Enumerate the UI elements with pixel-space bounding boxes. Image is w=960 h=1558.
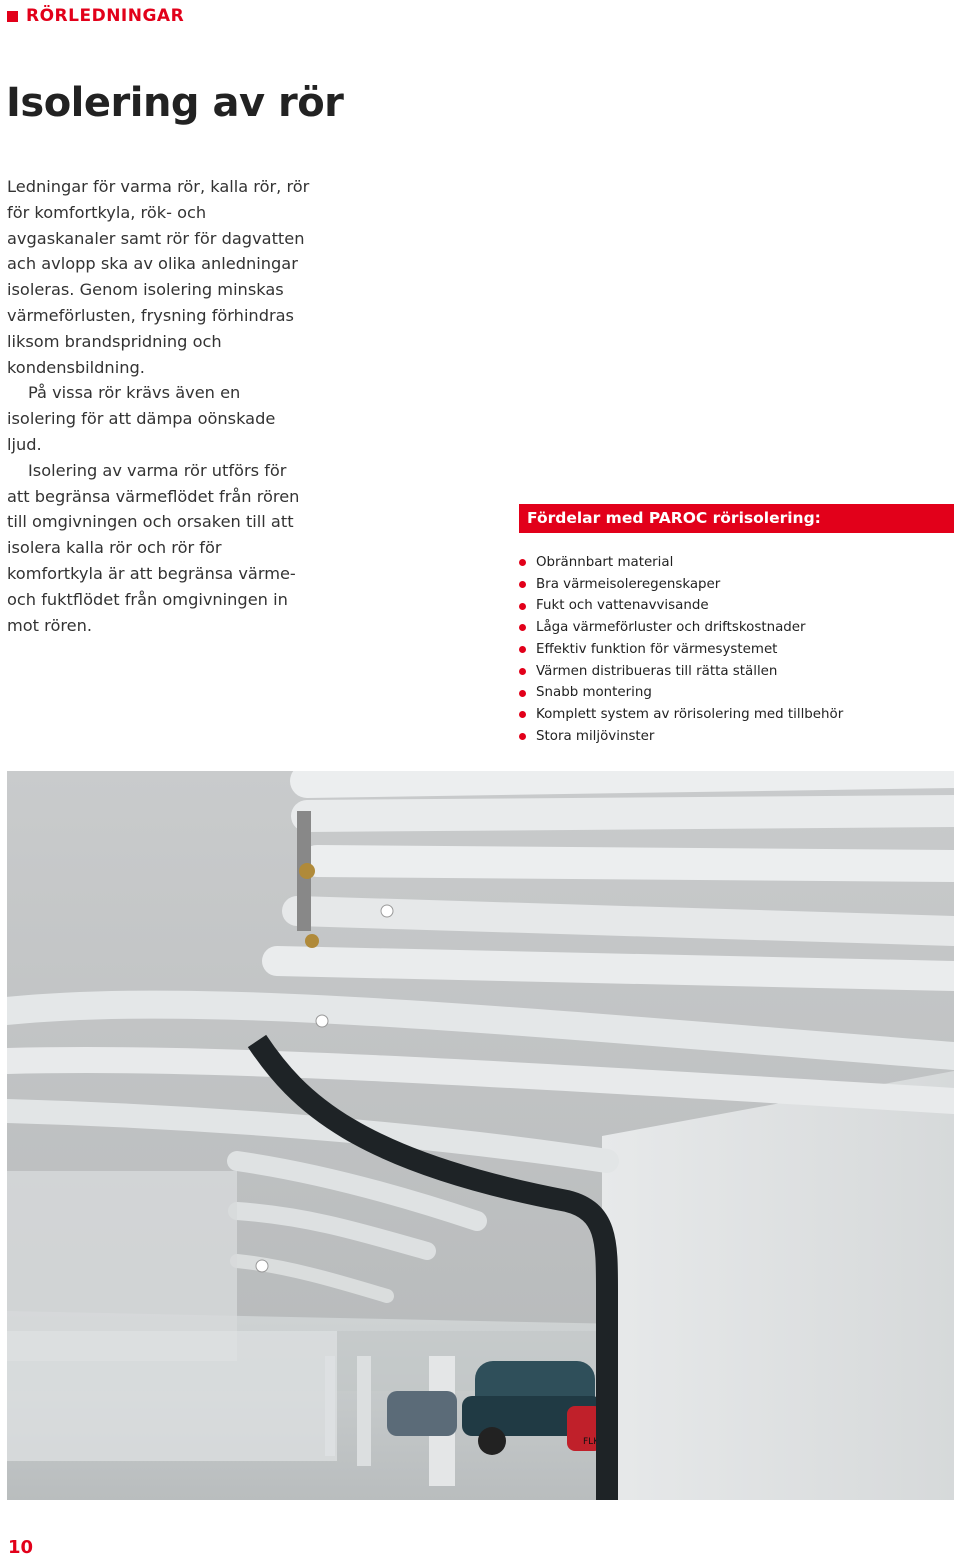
bullet-icon (519, 646, 526, 653)
benefit-label: Stora miljövinster (536, 728, 655, 744)
page-title: Isolering av rör (6, 80, 344, 126)
plate-label: FLK (583, 1437, 600, 1447)
section-square-icon (7, 11, 18, 22)
benefit-label: Bra värmeisoleregenskaper (536, 576, 721, 592)
benefit-label: Fukt och vattenavvisande (536, 598, 709, 614)
benefit-item (519, 574, 843, 596)
body-paragraph-1: Ledningar för varma rör, kalla rör, rör för komfortkyla, rök- och avgaskanaler samt rör för dagvatten ach avlopp ska av olika anledningar isoleras. Genom isolering minskas värmeförlusten, frysning förhindras liksom brandspridning och kondensbildning. (7, 177, 310, 377)
benefit-label: Komplett system av rörisolering med tillbehör (536, 706, 844, 722)
benefit-item (519, 704, 843, 726)
body-text (7, 174, 312, 638)
body-paragraph-3: Isolering av varma rör utförs för att begränsa värmeflödet från rören till omgivningen och orsaken till att isolera kalla rör och rör för komfortkyla är att begränsa värme- och fuktflödet från omgivningen in mot rören. (7, 460, 300, 635)
page-number: 10 (8, 1537, 34, 1558)
benefit-item (519, 726, 843, 748)
photo-illustration (7, 771, 954, 1500)
bullet-icon (519, 690, 526, 697)
benefit-item (519, 682, 843, 704)
body-paragraph-2: På vissa rör krävs även en isolering för att dämpa oönskade ljud. (7, 383, 276, 454)
garage-pipes-photo (7, 771, 954, 1500)
benefit-item (519, 617, 843, 639)
bullet-icon (519, 603, 526, 610)
benefit-label: Snabb montering (536, 685, 652, 701)
section-tag (7, 6, 184, 26)
benefit-item (519, 595, 843, 617)
benefits-header: Fördelar med PAROC rörisolering: (519, 504, 954, 533)
benefit-label: Obrännbart material (536, 555, 674, 570)
bullet-icon (519, 559, 526, 566)
benefit-item (519, 552, 843, 574)
benefit-label: Effektiv funktion för värmesystemet (536, 641, 778, 657)
benefit-label: Värmen distribueras till rätta ställen (536, 663, 778, 679)
benefit-item (519, 661, 843, 683)
benefit-label: Låga värmeförluster och driftskostnader (536, 620, 806, 636)
bullet-icon (519, 668, 526, 675)
bullet-icon (519, 733, 526, 740)
bullet-icon (519, 711, 526, 718)
section-label: RÖRLEDNINGAR (26, 6, 185, 26)
benefits-list (519, 552, 843, 747)
bullet-icon (519, 624, 526, 631)
benefit-item (519, 639, 843, 661)
bullet-icon (519, 581, 526, 588)
